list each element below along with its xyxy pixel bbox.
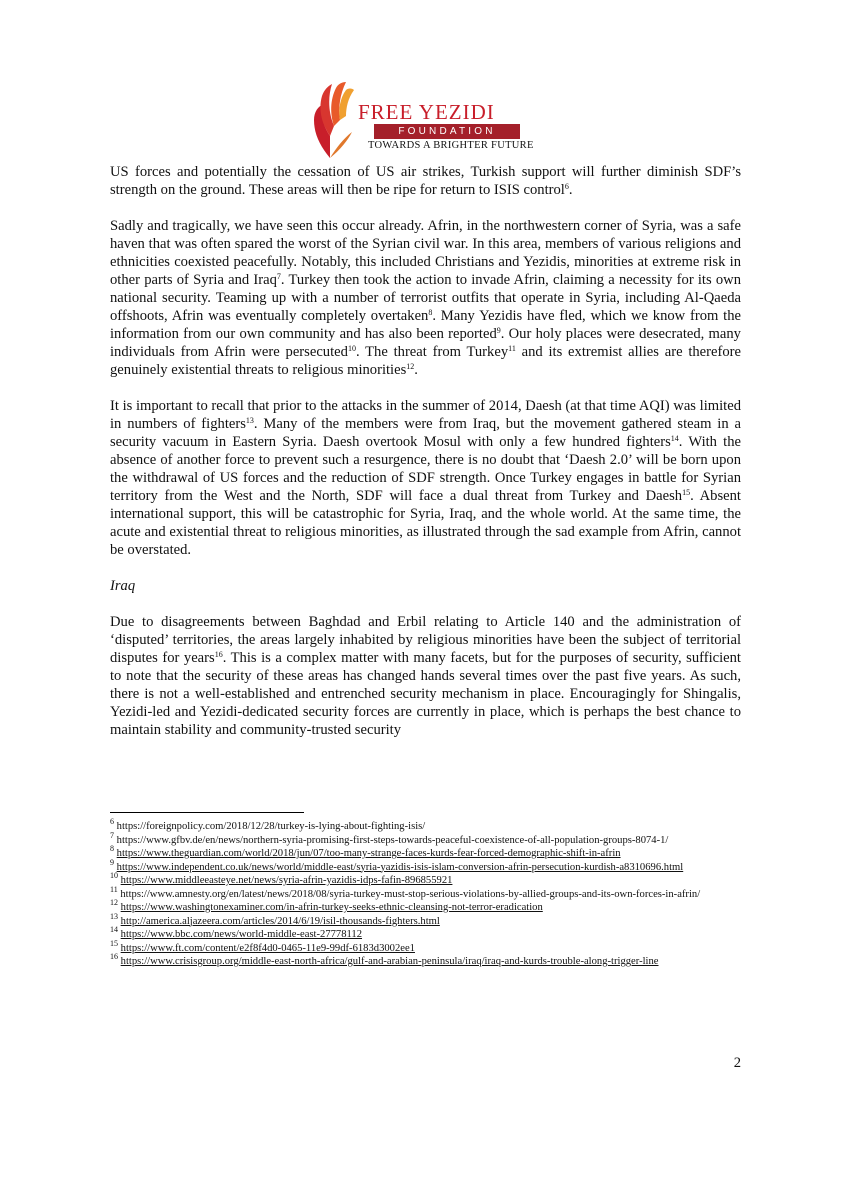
footnote-link[interactable]: https://www.washingtonexaminer.com/in-afrin-turkey-seeks-ethnic-cleansing-not-terror-eradication bbox=[120, 902, 543, 913]
free-yezidi-foundation-logo bbox=[300, 72, 540, 164]
footnote: $^{11}$ https://www.amnesty.org/en/latest/news/2018/08/syria-turkey-must-stop-serious-violations-by-allied-groups-and-its-own-forces-in-afrin/ bbox=[110, 884, 701, 900]
footnote-link[interactable]: https://www.middleeasteye.net/news/syria-afrin-yazidis-idps-fafin-896855921 bbox=[120, 875, 453, 886]
paragraph-1: US forces and potentially the cessation of US air strikes, Turkish support will further diminish SDF’s strength on the ground. These areas will then be ripe for return to ISIS control$^6$. bbox=[110, 164, 741, 198]
footnote-link[interactable]: https://www.independent.co.uk/news/world/middle-east/syria-yazidis-isis-islam-conversion-afrin-persecution-kurdish-a8310696.html bbox=[116, 861, 684, 873]
wings-hand-icon bbox=[300, 76, 360, 162]
page-number: 2 bbox=[733, 1055, 741, 1071]
logo-band: FOUNDATION bbox=[374, 124, 520, 139]
footnotes bbox=[110, 817, 741, 969]
section-heading-iraq: Iraq bbox=[110, 578, 136, 594]
paragraph-3: It is important to recall that prior to the attacks in the summer of 2014, Daesh (at that time AQI) was limited in numbers of fighters$^{13}$. Many of the members were from Iraq, but the movement gathered steam in a security vacuum in Eastern Syria. Daesh overtook Mosul with only a few hundred fighters$^{14}$. With the absence of another force to prevent such a resurgence, there is no doubt that ‘Daesh 2.0’ will be born upon the withdrawal of US forces and the reduction of SDF strength. Once Turkey engages in battle for Syrian territory from the West and the North, SDF will face a dual threat from Turkey and Daesh$^{15}$. Absent international support, this will be catastrophic for Syria, Iraq, and the whole world. At the same time, the acute and existential threat to religious minorities, as illustrated through the sad example from Afrin, cannot be overstated. bbox=[110, 398, 741, 558]
footnote: $^{13}$ http://america.aljazeera.com/articles/2014/6/19/isil-thousands-fighters.html bbox=[110, 911, 440, 927]
footnote-link[interactable]: https://www.ft.com/content/e2f8f4d0-0465-11e9-99df-6183d3002ee1 bbox=[120, 942, 415, 954]
footnote: $^6$ https://foreignpolicy.com/2018/12/28/turkey-is-lying-about-fighting-isis/ bbox=[110, 817, 426, 832]
footnote: $^{15}$ https://www.ft.com/content/e2f8f4d0-0465-11e9-99df-6183d3002ee1 bbox=[110, 938, 415, 954]
footnote: $^{12}$ https://www.washingtonexaminer.com/in-afrin-turkey-seeks-ethnic-cleansing-not-terror-eradication bbox=[110, 898, 543, 913]
logo-tagline: TOWARDS A BRIGHTER FUTURE bbox=[368, 140, 534, 151]
footnote-link[interactable]: https://www.theguardian.com/world/2018/jun/07/too-many-strange-faces-kurds-fear-forced-demographic-shift-in-afrin bbox=[116, 848, 621, 859]
footnote: $^8$ https://www.theguardian.com/world/2018/jun/07/too-many-strange-faces-kurds-fear-forced-demographic-shift-in-afrin bbox=[110, 844, 621, 859]
footnote: $^9$ https://www.independent.co.uk/news/world/middle-east/syria-yazidis-isis-islam-conversion-afrin-persecution-kurdish-a8310696.html bbox=[110, 857, 684, 873]
body-text bbox=[110, 163, 741, 757]
footnote: $^{10}$ https://www.middleeasteye.net/news/syria-afrin-yazidis-idps-fafin-896855921 bbox=[110, 871, 453, 886]
paragraph-2: Sadly and tragically, we have seen this occur already. Afrin, in the northwestern corner of Syria, was a safe haven that was often spared the worst of the Syrian civil war. In this area, members of various religions and ethnicities coexisted peacefully. Notably, this included Christians and Yezidis, minorities at extreme risk in other parts of Syria and Iraq$^7$. Turkey then took the action to invade Afrin, claiming a necessity for its own national security. Teaming up with a number of terrorist outfits that operate in Syria, including Al-Qaeda offshoots, Afrin was eventually completely overtaken$^8$. Many Yezidis have fled, which we know from the information from our own community and has also been reported$^9$. Our holy places were desecrated, many individuals from Afrin were persecuted$^{10}$. The threat from Turkey$^{11}$ and its extremist allies are therefore genuinely existential threats to religious minorities$^{12}$. bbox=[110, 218, 742, 378]
footnote-link[interactable]: http://america.aljazeera.com/articles/2014/6/19/isil-thousands-fighters.html bbox=[120, 915, 440, 927]
footnote: $^7$ https://www.gfbv.de/en/news/northern-syria-promising-first-steps-towards-peaceful-coexistence-of-all-population-groups-8074-1/ bbox=[110, 830, 669, 846]
paragraph-4: Due to disagreements between Baghdad and Erbil relating to Article 140 and the administration of ‘disputed’ territories, the areas largely inhabited by religious minorities have been the subject of territorial disputes for years$^{16}$. This is a complex matter with many facets, but for the purposes of security, sufficient to note that the security of these areas has changed hands several times over the past five years. As such, there is not a well-established and entrenched security mechanism in place. Encouragingly for Shingalis, Yezidi-led and Yezidi-dedicated security forces are currently in place, which is perhaps the best chance to maintain stability and community-trusted security bbox=[110, 614, 741, 738]
footnote-separator bbox=[110, 812, 304, 813]
footnote: $^{14}$ https://www.bbc.com/news/world-middle-east-27778112 bbox=[110, 925, 363, 940]
footnote-link[interactable]: https://www.bbc.com/news/world-middle-east-27778112 bbox=[120, 929, 363, 940]
footnote-link[interactable]: https://www.crisisgroup.org/middle-east-north-africa/gulf-and-arabian-peninsula/iraq/iraq-and-kurds-trouble-along-trigger-line bbox=[120, 956, 659, 967]
logo-name: FREE YEZIDI bbox=[358, 100, 495, 124]
footnote: $^{16}$ https://www.crisisgroup.org/middle-east-north-africa/gulf-and-arabian-peninsula/iraq/iraq-and-kurds-trouble-along-trigger-line bbox=[110, 952, 659, 967]
